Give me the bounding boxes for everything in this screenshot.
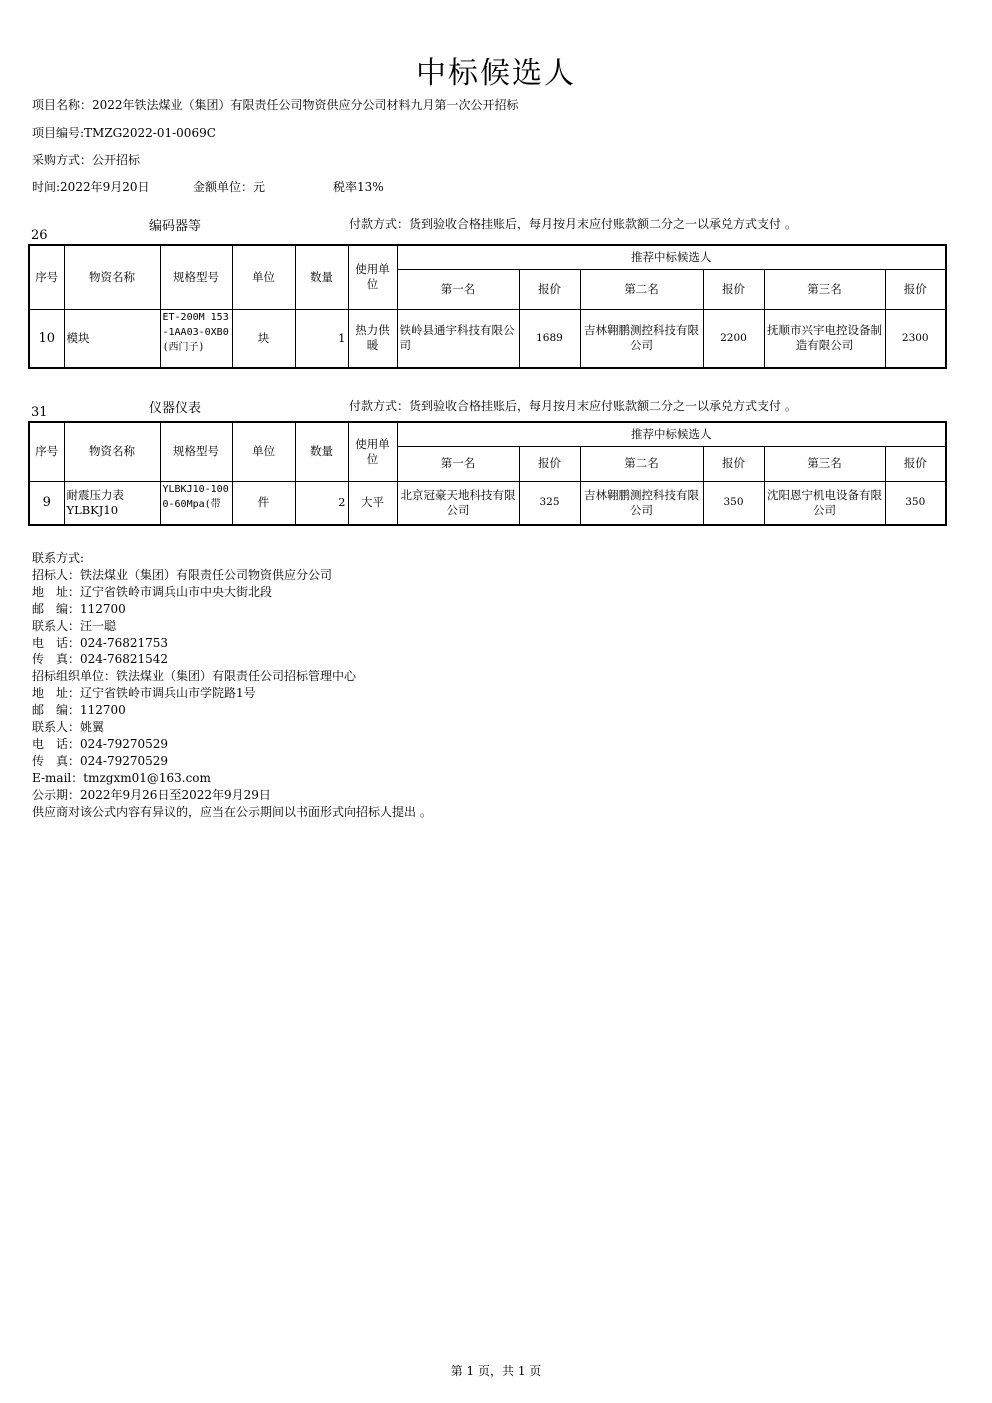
header-price: 报价 bbox=[519, 446, 580, 481]
header-qty: 数量 bbox=[295, 245, 348, 309]
cell-unit: 件 bbox=[232, 481, 295, 525]
header-seq: 序号 bbox=[29, 245, 64, 309]
contact-line: 地 址：辽宁省铁岭市调兵山市学院路1号 bbox=[32, 686, 256, 701]
header-first: 第一名 bbox=[397, 269, 519, 309]
contact-line: 地 址：辽宁省铁岭市调兵山市中央大街北段 bbox=[32, 584, 273, 599]
cell-price-third: 2300 bbox=[885, 309, 946, 368]
cell-spec: ET-200M 153-1AA03-0XB0(西门子) bbox=[160, 309, 232, 368]
candidate-table bbox=[28, 421, 947, 526]
announce-time: 时间:2022年9月20日 bbox=[32, 180, 150, 194]
cell-price-second: 2200 bbox=[703, 309, 764, 368]
project-name: 项目名称：2022年铁法煤业（集团）有限责任公司物资供应分公司材料九月第一次公开招标 bbox=[32, 98, 519, 112]
cell-second: 吉林翱鹏测控科技有限公司 bbox=[580, 309, 703, 368]
cell-price-third: 350 bbox=[885, 481, 946, 525]
header-price: 报价 bbox=[519, 269, 580, 309]
header-price: 报价 bbox=[703, 446, 764, 481]
cell-unit: 块 bbox=[232, 309, 295, 368]
cell-qty: 2 bbox=[295, 481, 348, 525]
header-qty: 数量 bbox=[295, 422, 348, 481]
contact-line: 公示期：2022年9月26日至2022年9月29日 bbox=[32, 787, 271, 802]
header-user: 使用单位 bbox=[348, 422, 397, 481]
header-seq: 序号 bbox=[29, 422, 64, 481]
contact-line: 传 真：024-76821542 bbox=[32, 652, 169, 667]
cell-third: 抚顺市兴宇电控设备制造有限公司 bbox=[764, 309, 885, 368]
payment-terms: 付款方式：货到验收合格挂账后，每月按月末应付账款额二分之一以承兑方式支付 。 bbox=[349, 399, 797, 413]
header-second: 第二名 bbox=[580, 446, 703, 481]
section-number: 26 bbox=[31, 228, 48, 243]
contact-line: 传 真：024-79270529 bbox=[32, 753, 169, 768]
header-user: 使用单位 bbox=[348, 245, 397, 309]
table-row bbox=[29, 481, 946, 525]
cell-name: 模块 bbox=[64, 309, 160, 368]
header-price: 报价 bbox=[703, 269, 764, 309]
contact-line: 联系人：汪一聪 bbox=[32, 618, 117, 633]
header-unit: 单位 bbox=[232, 422, 295, 481]
cell-first: 北京冠豪天地科技有限公司 bbox=[397, 481, 519, 525]
candidate-table bbox=[28, 244, 947, 369]
header-name: 物资名称 bbox=[64, 245, 160, 309]
payment-terms: 付款方式：货到验收合格挂账后，每月按月末应付账款额二分之一以承兑方式支付 。 bbox=[349, 217, 797, 231]
contact-line: 供应商对该公式内容有异议的，应当在公示期间以书面形式向招标人提出 。 bbox=[32, 804, 432, 819]
cell-name: 耐震压力表YLBKJ10 bbox=[64, 481, 160, 525]
contact-line: 联系人：姚翼 bbox=[32, 720, 105, 735]
header-recommend: 推荐中标候选人 bbox=[397, 245, 946, 269]
currency-unit: 金额单位：元 bbox=[193, 180, 266, 194]
page-title: 中标候选人 bbox=[416, 56, 576, 91]
cell-price-first: 325 bbox=[519, 481, 580, 525]
cell-seq: 9 bbox=[29, 481, 64, 525]
header-price: 报价 bbox=[885, 446, 946, 481]
header-recommend: 推荐中标候选人 bbox=[397, 422, 946, 446]
contact-line: E-mail：tmzgxm01@163.com bbox=[32, 770, 211, 785]
contact-line: 电 话：024-76821753 bbox=[32, 635, 169, 650]
header-unit: 单位 bbox=[232, 245, 295, 309]
section-number: 31 bbox=[31, 405, 48, 420]
cell-user: 大平 bbox=[348, 481, 397, 525]
header-price: 报价 bbox=[885, 269, 946, 309]
header-spec: 规格型号 bbox=[160, 422, 232, 481]
section-category: 编码器等 bbox=[149, 219, 202, 234]
procurement-method: 采购方式：公开招标 bbox=[32, 153, 141, 167]
cell-price-second: 350 bbox=[703, 481, 764, 525]
page-footer: 第 1 页，共 1 页 bbox=[450, 1364, 542, 1378]
cell-third: 沈阳恩宁机电设备有限公司 bbox=[764, 481, 885, 525]
contact-line: 联系方式: bbox=[32, 551, 85, 565]
cell-qty: 1 bbox=[295, 309, 348, 368]
cell-spec: YLBKJ10-100 0-60Mpa(带 bbox=[160, 481, 232, 525]
contact-line: 邮 编：112700 bbox=[32, 703, 126, 718]
cell-seq: 10 bbox=[29, 309, 64, 368]
table-row bbox=[29, 309, 946, 368]
header-first: 第一名 bbox=[397, 446, 519, 481]
cell-price-first: 1689 bbox=[519, 309, 580, 368]
contact-line: 邮 编：112700 bbox=[32, 601, 126, 616]
header-spec: 规格型号 bbox=[160, 245, 232, 309]
cell-first: 铁岭县通宇科技有限公司 bbox=[397, 309, 519, 368]
header-name: 物资名称 bbox=[64, 422, 160, 481]
project-number: 项目编号:TMZG2022-01-0069C bbox=[32, 126, 216, 140]
tax-rate: 税率13% bbox=[333, 180, 384, 194]
contact-line: 招标人：铁法煤业（集团）有限责任公司物资供应分公司 bbox=[32, 567, 333, 582]
header-third: 第三名 bbox=[764, 446, 885, 481]
contact-line: 招标组织单位：铁法煤业（集团）有限责任公司招标管理中心 bbox=[32, 669, 357, 684]
header-second: 第二名 bbox=[580, 269, 703, 309]
contact-line: 电 话：024-79270529 bbox=[32, 736, 169, 751]
section-category: 仪器仪表 bbox=[149, 401, 202, 416]
cell-second: 吉林翱鹏测控科技有限公司 bbox=[580, 481, 703, 525]
cell-user: 热力供暖 bbox=[348, 309, 397, 368]
contact-info bbox=[32, 550, 432, 821]
header-third: 第三名 bbox=[764, 269, 885, 309]
